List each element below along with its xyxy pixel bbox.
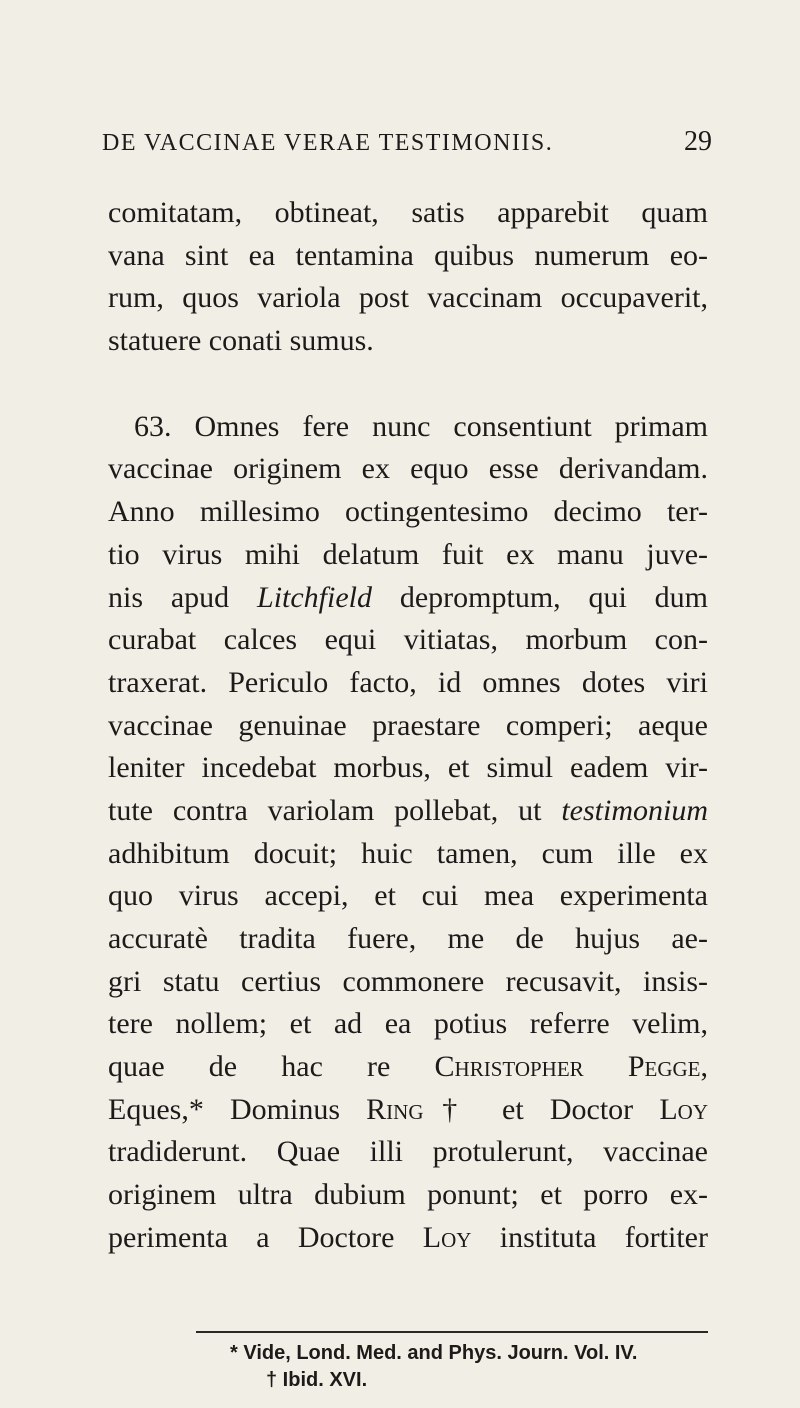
paragraph-gap bbox=[108, 363, 708, 406]
footnotes bbox=[230, 1340, 637, 1394]
text-line: tere nollem; et ad ea potius referre velim, bbox=[108, 1007, 708, 1041]
text-line: quo virus accepi, et cui mea experimenta bbox=[108, 879, 708, 913]
page-number: 29 bbox=[684, 126, 712, 157]
text-line: tradiderunt. Quae illi protulerunt, vaccinae bbox=[108, 1135, 708, 1169]
text-line: originem ultra dubium ponunt; et porro ex- bbox=[108, 1178, 708, 1212]
text-line: vaccinae genuinae praestare comperi; aeque bbox=[108, 708, 708, 742]
footnote-1: * Vide, Lond. Med. and Phys. Journ. Vol. IV. bbox=[230, 1342, 638, 1364]
text-line bbox=[108, 790, 708, 833]
text-line: statuere conati sumus. bbox=[108, 324, 374, 358]
text-run: † et Doctor bbox=[423, 1092, 634, 1126]
text-line bbox=[108, 1046, 708, 1089]
text-line bbox=[108, 577, 708, 620]
text-run: Eques,* Dominus bbox=[108, 1092, 340, 1126]
text-run: perimenta a Doctore bbox=[108, 1220, 395, 1254]
person-name: Loy bbox=[422, 1220, 472, 1254]
text-line: leniter incedebat morbus, et simul eadem vir- bbox=[108, 751, 708, 785]
text-line: accuratè tradita fuere, me de hujus ae- bbox=[108, 922, 708, 955]
text-line: tio virus mihi delatum fuit ex manu juve- bbox=[108, 537, 708, 571]
running-title: DE VACCINAE VERAE TESTIMONIIS. bbox=[102, 130, 554, 156]
text-line: rum, quos variola post vaccinam occupaverit, bbox=[108, 281, 708, 315]
paragraph-1 bbox=[108, 192, 708, 363]
person-name: Ring bbox=[366, 1092, 424, 1126]
text-line bbox=[108, 1217, 708, 1260]
text-run: depromptum, qui dum bbox=[399, 580, 709, 614]
text-run: tute contra variolam pollebat, ut bbox=[108, 793, 542, 827]
text-line: 63. Omnes fere nunc consentiunt primam bbox=[134, 409, 708, 443]
text-line: vaccinae originem ex equo esse derivandam. bbox=[108, 452, 708, 486]
person-name: Loy bbox=[659, 1092, 708, 1126]
text-run: quae de hac re bbox=[108, 1050, 391, 1084]
text-line: vana sint ea tentamina quibus numerum eo- bbox=[108, 238, 708, 272]
text-line: gri statu certius commonere recusavit, insis- bbox=[108, 964, 708, 998]
text-line bbox=[108, 1089, 708, 1132]
text-run: instituta fortiter bbox=[499, 1220, 708, 1254]
text-line: comitatam, obtineat, satis apparebit quam bbox=[108, 196, 708, 229]
text-run: nis apud bbox=[108, 580, 230, 614]
footnote-rule bbox=[196, 1331, 708, 1333]
place-name: Litchfield bbox=[257, 580, 373, 614]
page-body bbox=[108, 192, 708, 1260]
footnote-2: † Ibid. XVI. bbox=[266, 1369, 368, 1391]
text-line: Anno millesimo octingentesimo decimo ter- bbox=[108, 495, 708, 529]
paragraph-63 bbox=[108, 406, 708, 1260]
text-line: adhibitum docuit; huic tamen, cum ille ex bbox=[108, 836, 708, 870]
text-line: traxerat. Periculo facto, id omnes dotes viri bbox=[108, 665, 708, 699]
text-line: curabat calces equi vitiatas, morbum con- bbox=[108, 623, 708, 657]
person-name: Christopher Pegge, bbox=[434, 1050, 708, 1084]
emphasis-text: testimonium bbox=[561, 793, 708, 827]
